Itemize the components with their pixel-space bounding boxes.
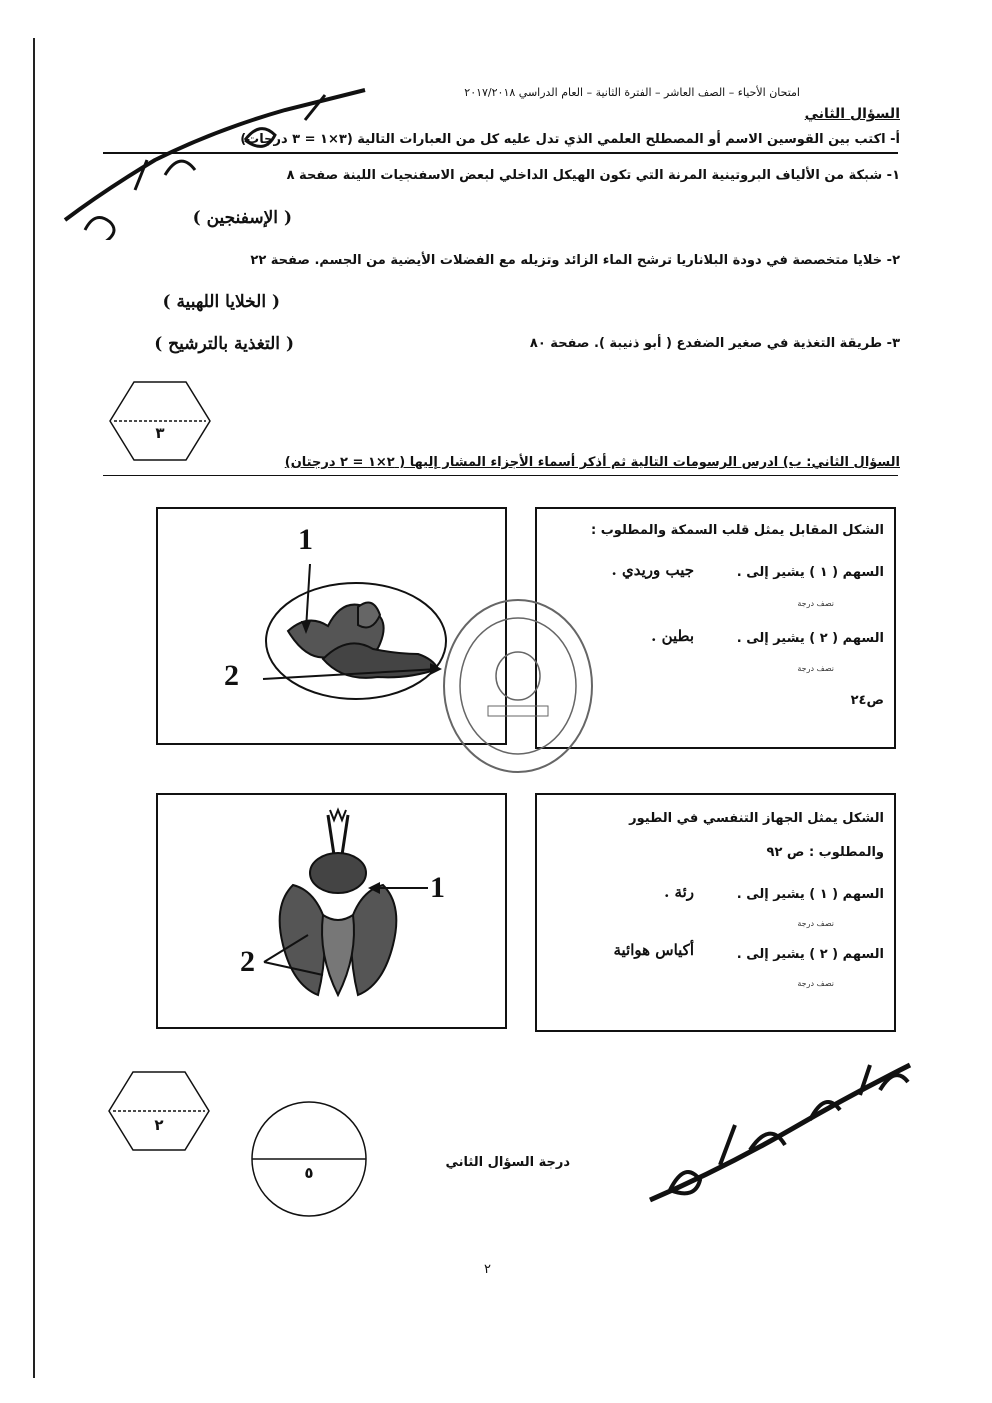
part-b-instruction: السؤال الثاني: ب) ادرس الرسومات التالية ثم أذكر أسماء الأجزاء المشار إليها ( ٢×١ = ٢ درجتان) — [284, 455, 900, 470]
bird-respiratory-illustration — [158, 795, 505, 1027]
page-number: ٢ — [484, 1262, 491, 1277]
margin-line — [33, 38, 35, 1378]
section-title: السؤال الثاني — [804, 106, 900, 122]
bird-arrow1-answer: رئة . — [664, 883, 694, 901]
item-1-text: ١- شبكة من الألياف البروتينية المرنة التي تكون الهيكل الداخلي لبعض الاسفنجيات اللينة صفحة ٨ — [286, 168, 900, 183]
bird-label-2: 2 — [240, 945, 255, 978]
bird-arrow2-label: السهم ( ٢ ) يشير إلى . — [736, 947, 884, 962]
fish-arrow1-answer: جيب وريدي . — [611, 561, 694, 579]
hexagon-shape — [107, 1070, 211, 1152]
item-2-answer: ( الخلايا اللهبية ) — [162, 292, 280, 312]
instruction-underline — [103, 152, 898, 154]
bird-respiratory-diagram-box — [156, 793, 507, 1029]
fish-half-mark-1: نصف درجة — [797, 599, 834, 608]
fish-arrow1-label: السهم ( ١ ) يشير إلى . — [736, 565, 884, 580]
item-3-answer: ( التغذية بالترشيح ) — [154, 334, 294, 354]
exam-header: امتحان الأحياء – الصف العاشر – الفترة الثانية – العام الدراسي ٢٠١٧/٢٠١٨ — [464, 86, 800, 99]
fish-intro: الشكل المقابل يمثل قلب السمكة والمطلوب : — [591, 523, 884, 538]
item-3-text: ٣- طريقة التغذية في صغير الضفدع ( أبو ذنيبة ). صفحة ٨٠ — [529, 336, 900, 351]
item-1-answer: ( الإسفنجين ) — [192, 208, 292, 228]
fish-half-mark-2: نصف درجة — [797, 664, 834, 673]
score-hexagon-b — [107, 1070, 211, 1152]
circle-shape — [250, 1100, 368, 1218]
hexagon-shape — [108, 380, 212, 462]
bird-required: والمطلوب : ص ٩٢ — [766, 845, 884, 860]
bird-respiratory-question-panel — [535, 793, 896, 1032]
bird-half-mark-1: نصف درجة — [797, 919, 834, 928]
item-2-text: ٢- خلايا متخصصة في دودة البلاناريا ترشح الماء الزائد وتزيله مع الفضلات الأيضية من الجسم. صفحة ٢٢ — [250, 253, 900, 268]
bird-half-mark-2: نصف درجة — [797, 979, 834, 988]
part-b-underline — [103, 475, 898, 476]
fish-arrow2-answer: بطين . — [651, 627, 694, 645]
score-a-value: ٣ — [155, 424, 165, 442]
score-hexagon-a — [108, 380, 212, 462]
fish-label-1: 1 — [298, 523, 313, 556]
bird-arrow1-label: السهم ( ١ ) يشير إلى . — [736, 887, 884, 902]
bird-arrow2-answer: أكياس هوائية — [613, 941, 694, 959]
total-score-circle — [250, 1100, 368, 1218]
part-a-instruction: أ- اكتب بين القوسين الاسم أو المصطلح العلمي الذي تدل عليه كل من العبارات التالية (٣×١ = ٣ درجات) — [240, 132, 900, 147]
school-seal-stamp — [440, 596, 596, 776]
fish-label-2: 2 — [224, 659, 239, 692]
fish-page-ref: ص٢٤ — [850, 693, 884, 708]
bird-intro: الشكل يمثل الجهاز التنفسي في الطيور — [629, 811, 884, 826]
total-label: درجة السؤال الثاني — [445, 1155, 570, 1170]
score-b-value: ٢ — [154, 1116, 164, 1134]
total-value: ٥ — [304, 1164, 314, 1182]
fish-arrow2-label: السهم ( ٢ ) يشير إلى . — [736, 631, 884, 646]
bird-label-1: 1 — [430, 871, 445, 904]
handwritten-answer-model-bottom — [640, 1050, 920, 1210]
